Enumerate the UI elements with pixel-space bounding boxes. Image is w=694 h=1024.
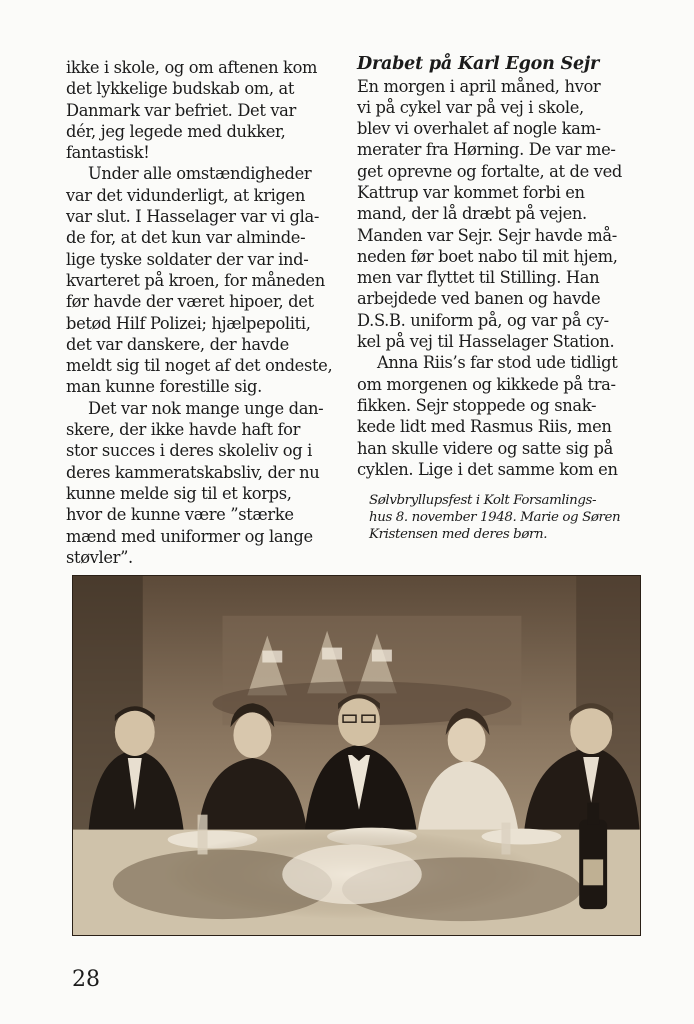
- text-line: han skulle videre og satte sig på: [357, 438, 613, 458]
- text-line: kvarteret på kroen, for måneden: [66, 270, 325, 290]
- text-line: man kunne forestille sig.: [66, 377, 262, 397]
- text-line: kede lidt med Rasmus Riis, men: [357, 417, 612, 437]
- text-line: ikke i skole, og om aftenen kom: [66, 58, 318, 77]
- text-line: Anna Riis’s far stod ude tidligt: [377, 353, 618, 373]
- text-line: det var danskere, der havde: [66, 334, 289, 354]
- caption-line: Sølvbryllupsfest i Kolt Forsamlings-: [369, 493, 597, 508]
- text-line: stor succes i deres skoleliv og i: [66, 441, 313, 461]
- text-line: cyklen. Lige i det samme kom en: [357, 459, 618, 479]
- text-line: arbejdede ved banen og havde: [357, 289, 601, 309]
- text-line: kel på vej til Hasselager Station.: [357, 332, 615, 352]
- text-line: om morgenen og kikkede på tra-: [357, 374, 616, 394]
- text-line: meldt sig til noget af det ondeste,: [66, 356, 333, 376]
- text-line: blev vi overhalet af nogle kam-: [357, 119, 601, 139]
- text-line: get oprevne og fortalte, at de ved: [357, 161, 622, 181]
- caption-line: Kristensen med deres børn.: [369, 527, 548, 543]
- text-line: Kattrup var kommet forbi en: [357, 182, 585, 202]
- text-line: deres kammeratskabsliv, der nu: [66, 462, 320, 482]
- text-line: lige tyske soldater der var ind-: [66, 249, 309, 269]
- paragraph: [357, 76, 647, 353]
- text-line: de for, at det kun var alminde-: [66, 228, 306, 248]
- text-line: det lykkelige budskab om, at: [66, 79, 295, 99]
- sepia-photograph: [72, 575, 641, 936]
- caption-line: hus 8. november 1948. Marie og Søren: [369, 510, 621, 526]
- text-line: Danmark var befriet. Det var: [66, 100, 296, 120]
- paragraph: [357, 352, 647, 480]
- left-column: [66, 57, 352, 568]
- text-line: En morgen i april måned, hvor: [357, 76, 601, 96]
- text-line: merater fra Hørning. De var me-: [357, 140, 616, 160]
- text-line: mand, der lå dræbt på vejen.: [357, 204, 587, 224]
- text-line: skere, der ikke havde haft for: [66, 420, 301, 440]
- text-line: dér, jeg legede med dukker,: [66, 121, 286, 141]
- text-line: neden før boet nabo til mit hjem,: [357, 246, 618, 266]
- text-line: betød Hilf Polizei; hjælpepoliti,: [66, 313, 311, 333]
- section-heading: Drabet på Karl Egon Sejr: [357, 54, 600, 74]
- text-line: kunne melde sig til et korps,: [66, 483, 292, 503]
- text-line: men var flyttet til Stilling. Han: [357, 268, 600, 288]
- text-line: før havde der været hipoer, det: [66, 292, 314, 312]
- text-line: var slut. I Hasselager var vi gla-: [66, 207, 319, 227]
- text-line: hvor de kunne være ”stærke: [66, 505, 294, 525]
- photo-illustration: [73, 576, 640, 935]
- right-column: [357, 54, 647, 480]
- paragraph: [66, 398, 352, 568]
- text-line: Under alle omstændigheder: [88, 164, 312, 184]
- text-line: Manden var Sejr. Sejr havde må-: [357, 225, 617, 245]
- text-line: fikken. Sejr stoppede og snak-: [357, 395, 597, 415]
- paragraph: [66, 57, 352, 163]
- text-line: fantastisk!: [66, 143, 150, 163]
- text-line: vi på cykel var på vej i skole,: [357, 97, 584, 117]
- text-line: var det vidunderligt, at krigen: [66, 185, 305, 205]
- paragraph: [66, 163, 352, 397]
- text-line: Det var nok mange unge dan-: [88, 398, 324, 418]
- text-line: mænd med uniformer og lange: [66, 526, 313, 546]
- text-line: D.S.B. uniform på, og var på cy-: [357, 310, 609, 330]
- photo-caption: [369, 492, 649, 544]
- text-line: støvler”.: [66, 547, 133, 567]
- page-number: 28: [72, 967, 100, 992]
